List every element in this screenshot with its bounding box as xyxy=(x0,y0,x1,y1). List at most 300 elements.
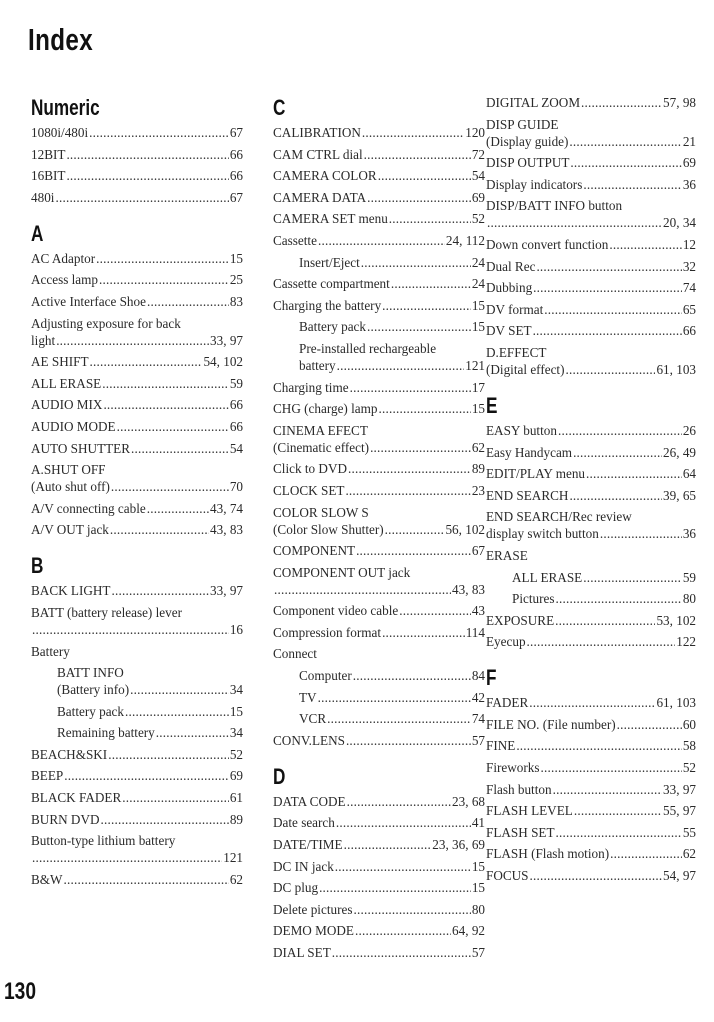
index-entry xyxy=(486,487,696,504)
entry-term: Down convert function xyxy=(486,236,609,252)
entry-page-ref: 121 xyxy=(223,850,243,866)
entry-page-ref: 61, 103 xyxy=(656,695,696,711)
entry-page-ref: 52 xyxy=(682,760,696,776)
entry-page-ref: 15 xyxy=(471,319,485,335)
entry-term: 12BIT xyxy=(31,146,66,162)
dot-leader xyxy=(366,189,471,206)
entry-page-ref: 36 xyxy=(682,526,696,542)
page-title: Index xyxy=(28,22,94,57)
entry-term: Charging the battery xyxy=(273,297,382,313)
entry-page-ref: 54, 97 xyxy=(663,868,696,884)
entry-first-line xyxy=(31,832,243,849)
dot-leader xyxy=(349,379,471,396)
dot-leader xyxy=(526,633,676,650)
entry-line xyxy=(486,694,696,711)
index-section xyxy=(486,94,696,378)
entry-line xyxy=(486,845,696,862)
entry-term: AUDIO MODE xyxy=(31,418,116,434)
entry-page-ref: 57 xyxy=(471,945,485,960)
index-entry xyxy=(273,858,485,875)
section-heading: Numeric xyxy=(31,95,100,120)
entry-line xyxy=(512,569,696,586)
entry-line xyxy=(31,353,243,370)
index-entry xyxy=(273,624,485,641)
index-entry xyxy=(31,521,243,538)
entry-term: DISP/BATT INFO button xyxy=(486,198,623,214)
entry-page-ref: 23 xyxy=(471,482,485,498)
entry-term: DC plug xyxy=(273,880,319,896)
entry-line xyxy=(57,681,243,698)
entry-page-ref: 69 xyxy=(229,768,243,784)
entry-page-ref: 17 xyxy=(471,379,485,395)
dot-leader xyxy=(89,353,203,370)
entry-line xyxy=(299,667,485,684)
entry-page-ref: 66 xyxy=(229,168,243,184)
entry-term: EDIT/PLAY menu xyxy=(486,466,586,482)
entry-term: Click to DVD xyxy=(273,461,347,477)
entry-line xyxy=(273,275,485,292)
index-entry xyxy=(31,871,243,888)
entry-page-ref: 56, 102 xyxy=(445,521,485,537)
entry-line xyxy=(273,944,485,961)
entry-term: EASY button xyxy=(486,422,557,438)
dot-leader xyxy=(352,667,471,684)
index-entry xyxy=(273,667,485,684)
entry-page-ref: 16 xyxy=(229,621,243,637)
dot-leader xyxy=(363,146,471,163)
entry-line xyxy=(57,724,243,741)
entry-term: FOCUS xyxy=(486,868,529,884)
entry-term: (Battery info) xyxy=(57,682,130,698)
entry-line xyxy=(486,759,696,776)
dot-leader xyxy=(335,814,471,831)
entry-line xyxy=(486,802,696,819)
entry-line xyxy=(486,258,696,275)
dot-leader xyxy=(532,279,682,296)
entry-line xyxy=(31,478,243,495)
entry-line xyxy=(31,521,243,538)
dot-leader xyxy=(65,146,228,163)
dot-leader xyxy=(580,94,662,111)
index-entry xyxy=(486,176,696,193)
index-entry xyxy=(273,400,485,417)
dot-leader xyxy=(344,482,470,499)
index-entry xyxy=(31,315,243,349)
entry-line xyxy=(486,737,696,754)
entry-term: DEMO MODE xyxy=(273,923,354,939)
entry-line xyxy=(273,521,485,538)
entry-term: CAM CTRL dial xyxy=(273,146,363,162)
entry-term: FILE NO. (File number) xyxy=(486,716,616,732)
entry-page-ref: 21 xyxy=(682,133,696,149)
entry-line xyxy=(299,254,485,271)
entry-line xyxy=(486,154,696,171)
entry-line xyxy=(486,465,696,482)
index-entry xyxy=(273,167,485,184)
entry-term: CALIBRATION xyxy=(273,125,361,140)
index-entry xyxy=(486,590,696,607)
index-entry xyxy=(486,344,696,378)
entry-term: COLOR SLOW S xyxy=(273,504,369,520)
index-entry xyxy=(273,504,485,538)
dot-leader xyxy=(360,254,471,271)
index-entry xyxy=(273,814,485,831)
entry-first-line xyxy=(486,344,696,361)
dot-leader xyxy=(101,375,229,392)
entry-page-ref: 24, 112 xyxy=(445,232,485,248)
dot-leader xyxy=(555,824,682,841)
dot-leader xyxy=(345,732,471,749)
dot-leader xyxy=(146,293,229,310)
index-section xyxy=(486,664,696,884)
index-entry xyxy=(486,465,696,482)
dot-leader xyxy=(55,332,209,349)
entry-term: VCR xyxy=(299,711,327,727)
dot-leader xyxy=(65,167,228,184)
entry-line xyxy=(486,716,696,733)
dot-leader xyxy=(63,871,229,888)
index-section xyxy=(486,392,696,650)
entry-line xyxy=(273,439,485,456)
index-entry xyxy=(486,694,696,711)
entry-line xyxy=(273,400,485,417)
dot-leader xyxy=(31,849,222,866)
entry-term: AUTO SHUTTER xyxy=(31,440,131,456)
entry-term: DV SET xyxy=(486,323,532,339)
entry-term: DISP GUIDE xyxy=(486,116,559,132)
dot-leader xyxy=(535,258,681,275)
index-entry xyxy=(486,759,696,776)
entry-page-ref: 15 xyxy=(471,297,485,313)
entry-line xyxy=(486,214,696,231)
entry-line xyxy=(31,293,243,310)
entry-page-ref: 66 xyxy=(682,323,696,339)
index-entry xyxy=(273,922,485,939)
index-entry xyxy=(486,154,696,171)
entry-page-ref: 122 xyxy=(676,634,696,650)
dot-leader xyxy=(100,811,229,828)
entry-line xyxy=(31,811,243,828)
index-entry xyxy=(31,789,243,806)
entry-term: Delete pictures xyxy=(273,901,353,917)
index-entry xyxy=(31,418,243,435)
entry-term: EXPOSURE xyxy=(486,612,555,628)
entry-first-line xyxy=(273,564,485,581)
index-entry xyxy=(273,793,485,810)
entry-first-line xyxy=(486,547,696,564)
entry-line xyxy=(486,176,696,193)
dot-leader xyxy=(124,703,229,720)
entry-page-ref: 60 xyxy=(682,716,696,732)
entry-term: CHG (charge) lamp xyxy=(273,401,378,417)
dot-leader xyxy=(582,569,682,586)
entry-line xyxy=(31,250,243,267)
index-entry xyxy=(273,146,485,163)
dot-leader xyxy=(528,694,655,711)
index-entry xyxy=(486,422,696,439)
entry-line xyxy=(486,301,696,318)
section-heading: C xyxy=(273,95,286,120)
entry-term: FADER xyxy=(486,695,529,711)
entry-term: (Cinematic effect) xyxy=(273,439,370,455)
entry-term: BLACK FADER xyxy=(31,790,122,806)
entry-term: CONV.LENS xyxy=(273,732,345,748)
entry-line xyxy=(273,922,485,939)
entry-term: Battery xyxy=(31,643,70,659)
dot-leader xyxy=(609,845,682,862)
entry-term: BATT INFO xyxy=(57,665,124,681)
entry-line xyxy=(31,189,243,206)
entry-page-ref: 54 xyxy=(229,440,243,456)
dot-leader xyxy=(88,124,229,141)
entry-line xyxy=(299,710,485,727)
entry-page-ref: 83 xyxy=(229,293,243,309)
entry-page-ref: 69 xyxy=(682,155,696,171)
entry-page-ref: 57 xyxy=(471,732,485,748)
entry-page-ref: 53, 102 xyxy=(656,612,696,628)
dot-leader xyxy=(116,418,229,435)
index-entry xyxy=(273,340,485,374)
entry-term: Battery pack xyxy=(299,319,367,335)
index-entry xyxy=(31,832,243,866)
entry-term: BATT (battery release) lever xyxy=(31,604,182,620)
entry-page-ref: 55 xyxy=(682,824,696,840)
entry-term: DC IN jack xyxy=(273,858,334,874)
entry-page-ref: 33, 97 xyxy=(663,781,696,797)
entry-page-ref: 74 xyxy=(471,711,485,727)
dot-leader xyxy=(102,396,228,413)
entry-page-ref: 15 xyxy=(229,250,243,266)
entry-term: DATE/TIME xyxy=(273,837,343,853)
entry-line xyxy=(273,189,485,206)
dot-leader xyxy=(554,612,655,629)
entry-line xyxy=(57,703,243,720)
entry-term: Date search xyxy=(273,815,335,831)
index-entry xyxy=(486,197,696,231)
entry-page-ref: 61, 103 xyxy=(656,361,696,377)
entry-page-ref: 67 xyxy=(471,543,485,559)
index-entry xyxy=(486,633,696,650)
index-entry xyxy=(273,124,485,141)
dot-leader xyxy=(331,944,471,961)
index-entry xyxy=(273,482,485,499)
index-entry xyxy=(486,716,696,733)
entry-page-ref: 80 xyxy=(471,901,485,917)
entry-line xyxy=(486,279,696,296)
entry-page-ref: 52 xyxy=(229,746,243,762)
dot-leader xyxy=(599,525,682,542)
entry-term: light xyxy=(31,332,56,348)
entry-line xyxy=(273,210,485,227)
entry-line xyxy=(273,858,485,875)
section-heading: E xyxy=(486,392,498,418)
dot-leader xyxy=(377,167,471,184)
index-section xyxy=(31,94,243,206)
entry-term: FLASH LEVEL xyxy=(486,803,573,819)
dot-leader xyxy=(110,478,229,495)
entry-line xyxy=(273,297,485,314)
entry-page-ref: 64, 92 xyxy=(452,923,485,939)
index-section xyxy=(273,94,485,749)
index-entry xyxy=(31,375,243,392)
section-heading: D xyxy=(273,763,286,789)
index-entry xyxy=(486,737,696,754)
entry-line xyxy=(31,146,243,163)
index-entry xyxy=(273,210,485,227)
entry-term: COMPONENT OUT jack xyxy=(273,564,411,580)
section-heading: A xyxy=(31,220,44,246)
entry-page-ref: 74 xyxy=(682,280,696,296)
entry-term: CAMERA COLOR xyxy=(273,168,377,184)
entry-page-ref: 33, 97 xyxy=(210,583,243,599)
index-entry xyxy=(31,167,243,184)
entry-line xyxy=(273,167,485,184)
entry-page-ref: 15 xyxy=(471,401,485,417)
dot-leader xyxy=(552,781,662,798)
index-entry xyxy=(486,569,696,586)
entry-term: A/V OUT jack xyxy=(31,522,109,538)
entry-term: Eyecup xyxy=(486,634,526,650)
entry-page-ref: 39, 65 xyxy=(663,487,696,503)
entry-term: Compression format xyxy=(273,624,382,640)
entry-page-ref: 89 xyxy=(229,811,243,827)
dot-leader xyxy=(378,400,471,417)
dot-leader xyxy=(107,746,229,763)
entry-term: Easy Handycam xyxy=(486,444,573,460)
dot-leader xyxy=(317,232,445,249)
dot-leader xyxy=(318,879,471,896)
entry-first-line xyxy=(57,664,243,681)
dot-leader xyxy=(155,724,229,741)
index-entry xyxy=(486,116,696,150)
entry-line xyxy=(486,361,696,378)
entry-page-ref: 43, 83 xyxy=(452,581,485,597)
entry-first-line xyxy=(31,643,243,660)
dot-leader xyxy=(343,836,432,853)
index-entry xyxy=(273,232,485,249)
index-entry xyxy=(273,254,485,271)
entry-line xyxy=(486,322,696,339)
entry-line xyxy=(31,789,243,806)
index-entry xyxy=(486,279,696,296)
entry-line xyxy=(31,582,243,599)
entry-line xyxy=(486,525,696,542)
entry-term: D.EFFECT xyxy=(486,344,547,360)
entry-term: DIGITAL ZOOM xyxy=(486,95,581,110)
entry-page-ref: 32 xyxy=(682,258,696,274)
entry-line xyxy=(273,879,485,896)
entry-page-ref: 62 xyxy=(471,439,485,455)
dot-leader xyxy=(582,176,681,193)
index-entry xyxy=(486,824,696,841)
entry-term: (Color Slow Shutter) xyxy=(273,521,384,537)
index-entry xyxy=(486,612,696,629)
entry-term: ALL ERASE xyxy=(512,569,583,585)
dot-leader xyxy=(515,737,682,754)
entry-page-ref: 41 xyxy=(471,815,485,831)
entry-page-ref: 67 xyxy=(229,125,243,140)
entry-page-ref: 15 xyxy=(229,703,243,719)
entry-term: (Digital effect) xyxy=(486,361,565,377)
entry-term: DV format xyxy=(486,301,544,317)
entry-line xyxy=(31,621,243,638)
entry-term: Dubbing xyxy=(486,280,533,296)
index-entry xyxy=(486,258,696,275)
entry-page-ref: 72 xyxy=(471,146,485,162)
entry-page-ref: 114 xyxy=(465,624,485,640)
entry-term: display switch button xyxy=(486,526,599,542)
entry-line xyxy=(31,500,243,517)
entry-term: Button-type lithium battery xyxy=(31,833,176,849)
index-entry xyxy=(486,547,696,564)
entry-page-ref: 36 xyxy=(682,176,696,192)
entry-term: 1080i/480i xyxy=(31,125,89,140)
entry-page-ref: 67 xyxy=(229,189,243,205)
dot-leader xyxy=(529,867,663,884)
entry-page-ref: 61 xyxy=(229,790,243,806)
entry-term: Adjusting exposure for back xyxy=(31,315,181,331)
entry-line xyxy=(31,167,243,184)
entry-term: DATA CODE xyxy=(273,793,346,809)
index-entry xyxy=(31,124,243,141)
dot-leader xyxy=(111,582,210,599)
entry-line xyxy=(273,542,485,559)
index-entry xyxy=(273,944,485,961)
entry-term: A/V connecting cable xyxy=(31,500,146,516)
entry-line xyxy=(273,602,485,619)
entry-line xyxy=(273,901,485,918)
entry-line xyxy=(486,444,696,461)
section-heading: F xyxy=(486,665,497,691)
entry-term: Component video cable xyxy=(273,603,399,619)
entry-term: DISP OUTPUT xyxy=(486,155,570,171)
entry-term: AC Adaptor xyxy=(31,250,96,266)
index-entry xyxy=(31,703,243,720)
dot-leader xyxy=(355,542,471,559)
entry-line xyxy=(273,146,485,163)
entry-first-line xyxy=(299,340,485,357)
entry-page-ref: 89 xyxy=(471,461,485,477)
entry-line xyxy=(273,836,485,853)
index-entry xyxy=(31,582,243,599)
entry-line xyxy=(31,271,243,288)
dot-leader xyxy=(54,189,228,206)
dot-leader xyxy=(347,460,471,477)
entry-term: ERASE xyxy=(486,547,528,563)
entry-term: Fireworks xyxy=(486,760,540,776)
entry-page-ref: 26, 49 xyxy=(663,444,696,460)
entry-term: Pictures xyxy=(512,591,555,607)
entry-term: Dual Rec xyxy=(486,258,536,274)
index-entry xyxy=(486,781,696,798)
dot-leader xyxy=(146,500,209,517)
section-heading: B xyxy=(31,553,44,579)
entry-line xyxy=(273,460,485,477)
entry-line xyxy=(273,124,485,141)
dot-leader xyxy=(555,590,682,607)
entry-page-ref: 43 xyxy=(471,603,485,619)
entry-line xyxy=(31,375,243,392)
index-entry xyxy=(273,379,485,396)
entry-term: 16BIT xyxy=(31,168,66,184)
entry-term: 480i xyxy=(31,189,55,205)
dot-leader xyxy=(381,297,471,314)
index-section xyxy=(273,763,485,961)
entry-first-line xyxy=(273,645,485,662)
entry-line xyxy=(486,867,696,884)
index-entry xyxy=(31,746,243,763)
entry-term: Display indicators xyxy=(486,176,583,192)
